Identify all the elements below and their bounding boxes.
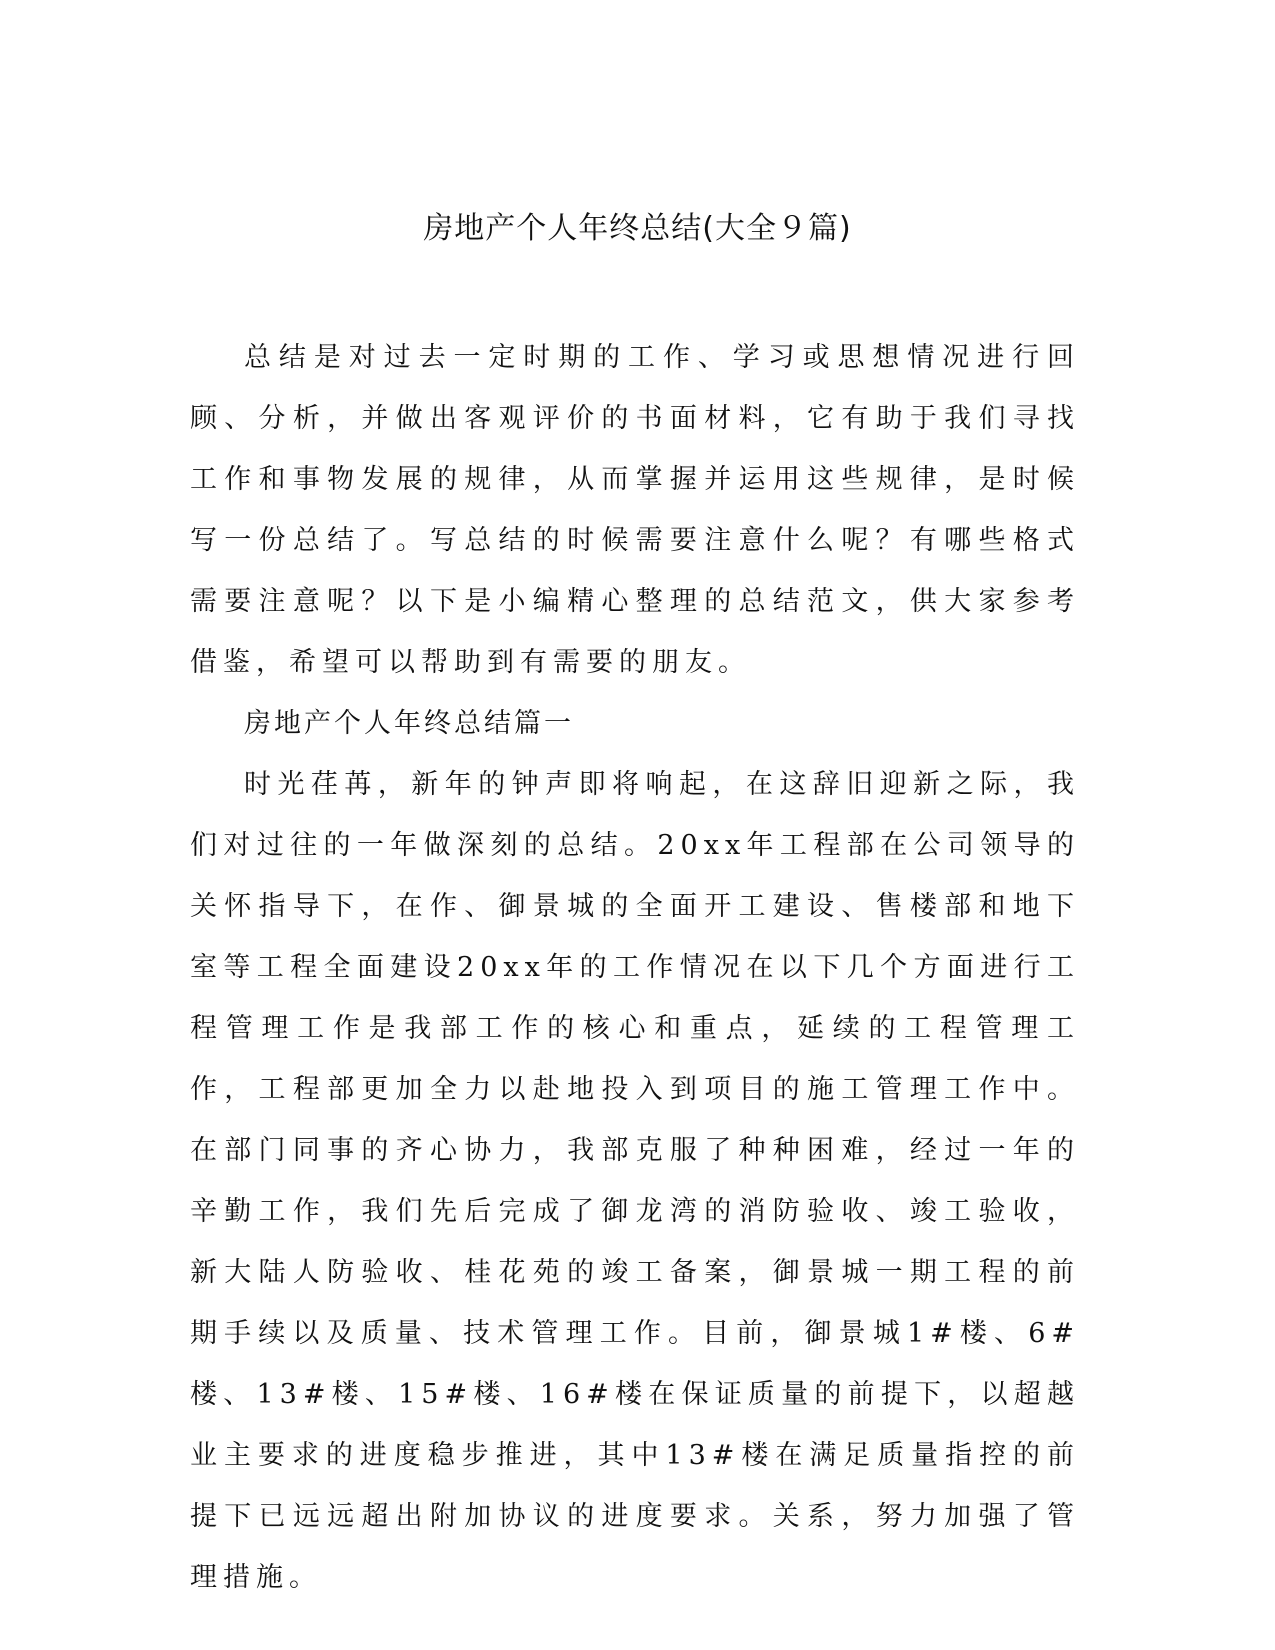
intro-paragraph: 总结是对过去一定时期的工作、学习或思想情况进行回顾、分析，并做出客观评价的书面材料，它有助于我们寻找工作和事物发展的规律，从而掌握并运用这些规律，是时候写一份总结了。写总结的时候需要注意什么呢？有哪些格式需要注意呢？以下是小编精心整理的总结范文，供大家参考借鉴，希望可以帮助到有需要的朋友。 [190, 342, 1080, 678]
document-title: 房地产个人年终总结(大全９篇) [423, 211, 852, 246]
section-paragraph: 时光荏苒，新年的钟声即将响起，在这辞旧迎新之际，我们对过往的一年做深刻的总结。20xx年工程部在公司领导的关怀指导下，在作、御景城的全面开工建设、售楼部和地下室等工程全面建设20xx年的工作情况在以下几个方面进行工程管理工作是我部工作的核心和重点，延续的工程管理工作，工程部更加全力以赴地投入到项目的施工管理工作中。在部门同事的齐心协力，我部克服了种种困难，经过一年的辛勤工作，我们先后完成了御龙湾的消防验收、竣工验收，新大陆人防验收、桂花苑的竣工备案，御景城一期工程的前期手续以及质量、技术管理工作。目前，御景城1#楼、6#楼、13#楼、15#楼、16#楼在保证质量的前提下，以超越业主要求的进度稳步推进，其中13#楼在满足质量指控的前提下已远远超出附加协议的进度要求。关系，努力加强了管理措施。 [190, 769, 1080, 1593]
document-body [190, 327, 1080, 1608]
section-heading: 房地产个人年终总结篇一 [244, 708, 574, 739]
